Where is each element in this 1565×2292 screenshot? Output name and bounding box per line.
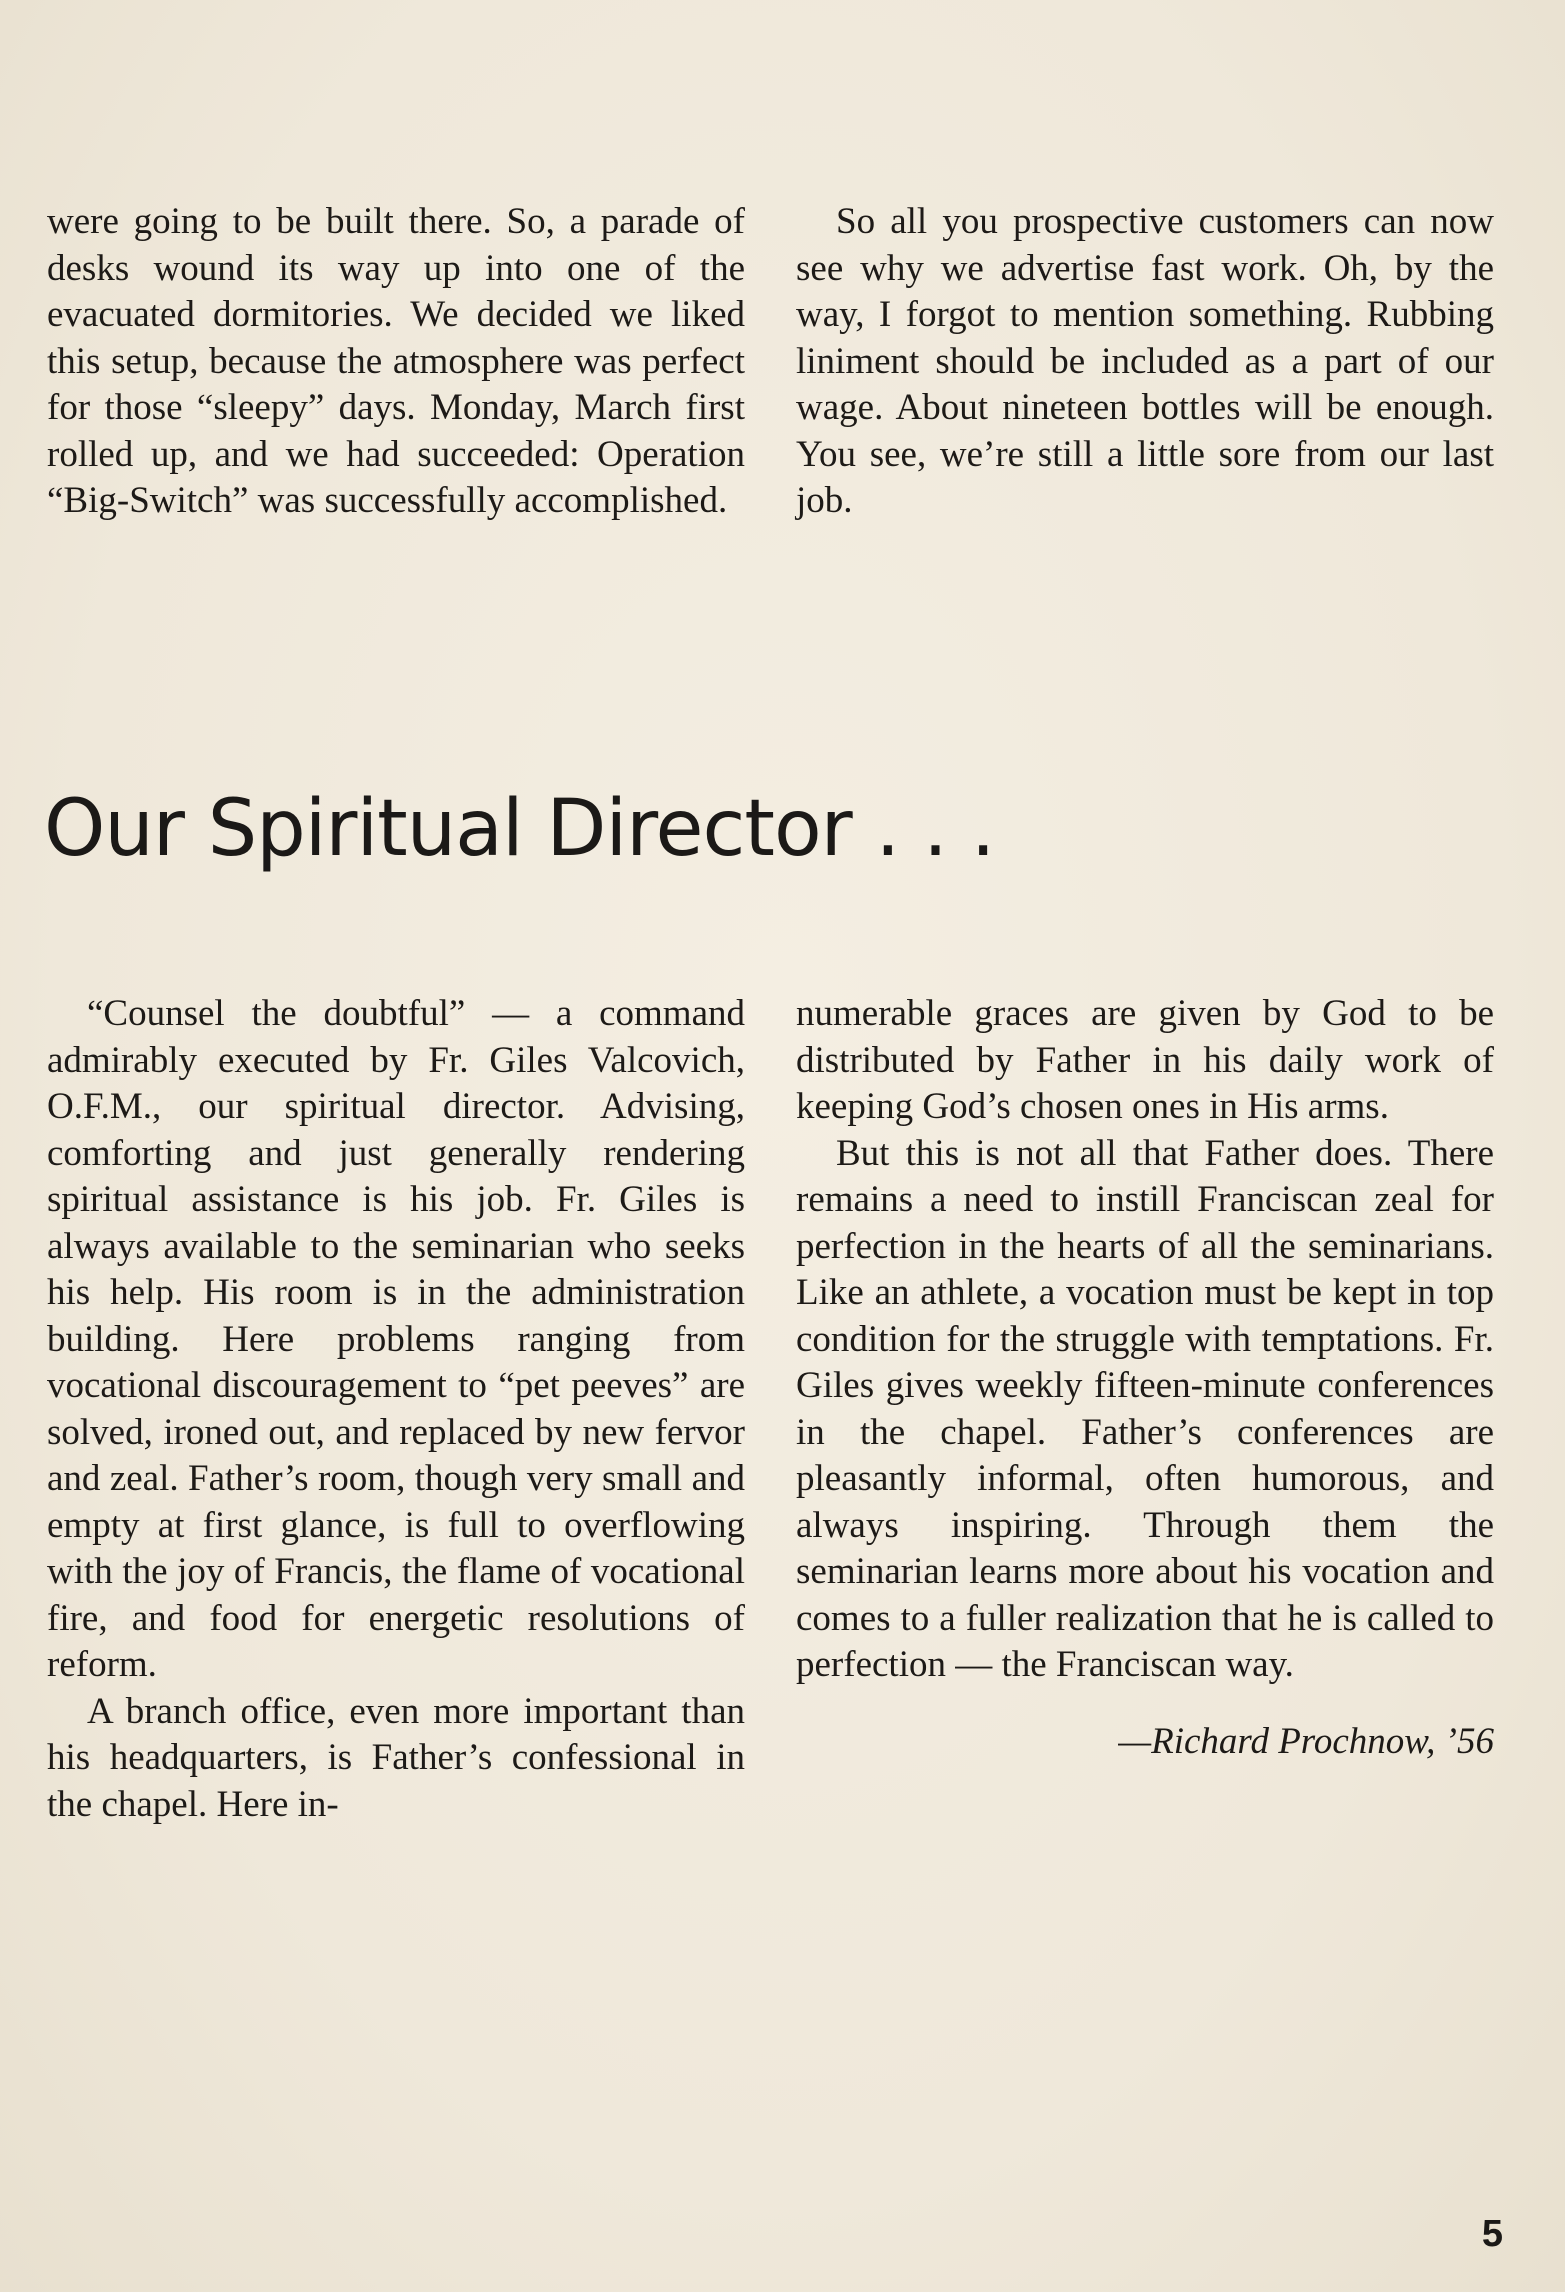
article-paragraph: “Counsel the doubtful” — a command admirably executed by Fr. Giles Valcovich, O.F.M., our spiritual director. Advising, comforting and just generally rendering spiritual assistance is his job. Fr. Giles is always available to the seminarian who seeks his help. His room is in the administration building. Here problems ranging from vocational discouragement to “pet peeves” are solved, ironed out, and replaced by new fervor and zeal. Father’s room, though very small and empty at first glance, is full to overflowing with the joy of Francis, the flame of vocational fire, and food for energetic resolutions of reform. <box>47 993 745 1685</box>
top-left-column <box>47 199 745 525</box>
page-number: 5 <box>1481 2213 1503 2255</box>
top-right-paragraph: So all you prospective customers can now see why we advertise fast work. Oh, by the way, I forgot to mention something. Rubbing liniment should be included as a part of our wage. About nineteen bottles will be enough. You see, we’re still a little sore from our last job. <box>796 201 1494 521</box>
article-paragraph: numerable graces are given by God to be distributed by Father in his daily work of keeping God’s chosen ones in His arms. <box>796 993 1494 1127</box>
article-paragraph: A branch office, even more important than his headquarters, is Father’s confessional in the chapel. Here in- <box>47 1690 745 1825</box>
author-signature: —Richard Prochnow, ’56 <box>1118 1720 1494 1762</box>
top-right-column <box>796 199 1494 525</box>
article-paragraph: But this is not all that Father does. There remains a need to instill Franciscan zeal for perfection in the hearts of all the seminarians. Like an athlete, a vocation must be kept in top condition for the struggle with temptations. Fr. Giles gives weekly fifteen-minute conferences in the chapel. Father’s conferences are pleasantly informal, often humorous, and always inspiring. Through them the seminarian learns more about his vocation and comes to a fuller realization that he is called to perfection — the Franciscan way. <box>796 1132 1494 1685</box>
article-right-column <box>796 991 1494 1765</box>
top-left-paragraph: were going to be built there. So, a parade of desks wound its way up into one of the evacuated dormitories. We decided we liked this setup, because the atmosphere was perfect for those “sleepy” days. Monday, March first rolled up, and we had succeeded: Operation “Big-Switch” was successfully accomplished. <box>47 201 745 521</box>
article-left-column <box>47 991 745 1828</box>
article-headline: Our Spiritual Director . . . <box>44 784 995 874</box>
